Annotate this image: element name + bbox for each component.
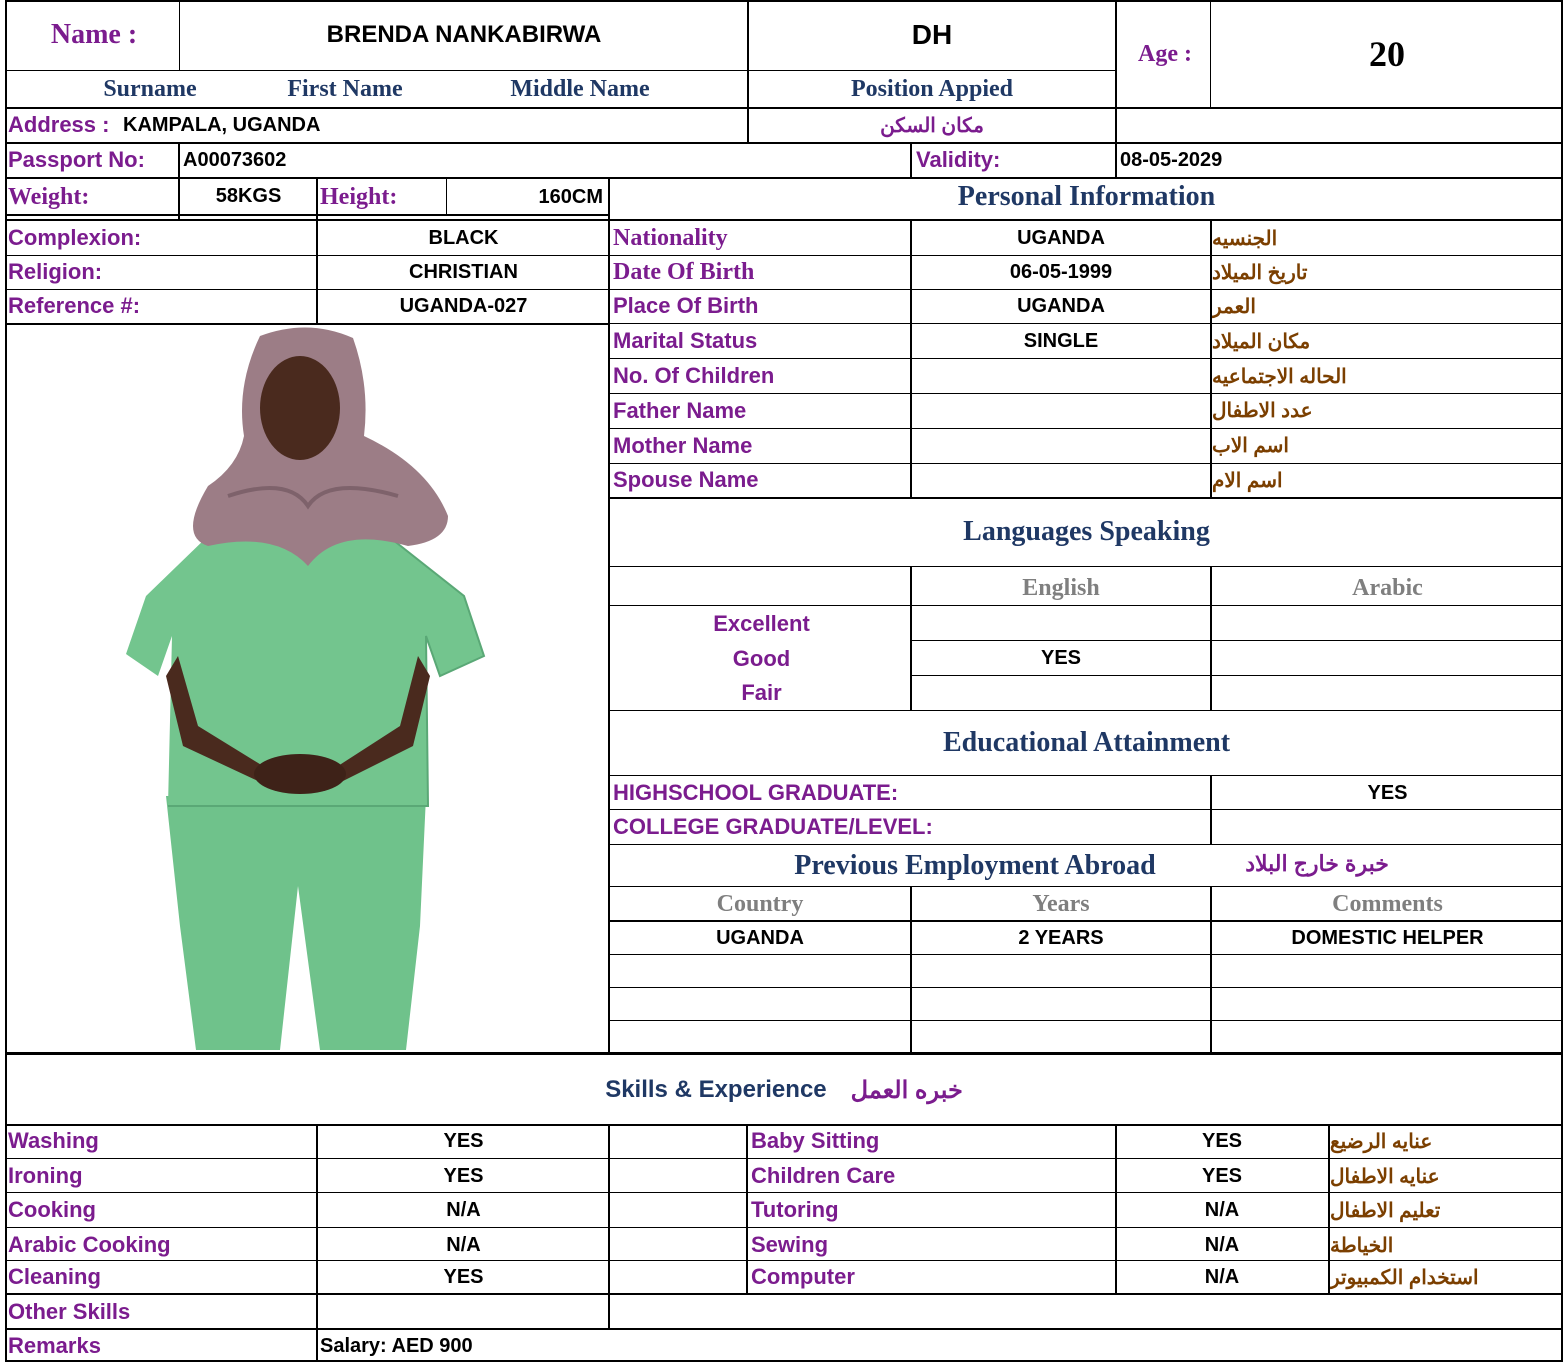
employment-row-comments: DOMESTIC HELPER [1291, 926, 1484, 949]
skill-washing-label: Washing [8, 1128, 99, 1153]
passport-value: A00073602 [183, 148, 287, 171]
skill-arabic-cooking-label: Arabic Cooking [8, 1232, 171, 1257]
skill-cooking-label: Cooking [8, 1197, 96, 1222]
skill-childcare-label: Children Care [751, 1163, 896, 1188]
skill-childcare-arabic: عنايه الاطفال [1330, 1165, 1440, 1188]
father-arabic: عدد الاطفال [1212, 400, 1313, 422]
employment-row-years: 2 YEARS [1018, 926, 1104, 949]
middle-name-label: Middle Name [510, 75, 650, 102]
skills-title-arabic: خبره العمل [850, 1076, 963, 1104]
personal-info-title: Personal Information [957, 181, 1216, 212]
spouse-value [912, 463, 1210, 497]
skill-computer-value: N/A [1204, 1265, 1240, 1288]
skills-title: Skills & Experience [605, 1076, 827, 1103]
first-name-label: First Name [287, 75, 403, 102]
highschool-value: YES [1367, 781, 1408, 804]
dob-label: Date Of Birth [613, 258, 755, 285]
employment-col-years: Years [1032, 890, 1090, 917]
remarks-label: Remarks [8, 1333, 101, 1358]
language-level-fair: Fair [741, 680, 782, 705]
validity-label: Validity: [916, 147, 1001, 172]
mother-arabic: اسم الاب [1212, 435, 1289, 457]
college-label: COLLEGE GRADUATE/LEVEL: [613, 814, 933, 839]
children-label: No. Of Children [613, 363, 775, 388]
remarks-value: Salary: AED 900 [320, 1334, 473, 1357]
employment-row-years [912, 988, 1210, 1021]
skill-cooking-value: N/A [446, 1198, 481, 1221]
weight-label: Weight: [8, 183, 90, 210]
height-value: 160CM [538, 185, 603, 208]
height-label: Height: [320, 183, 398, 210]
age-value: 20 [1369, 34, 1405, 74]
skill-sewing-label: Sewing [751, 1232, 829, 1257]
employment-row-comments [1212, 988, 1563, 1021]
skill-washing-value: YES [443, 1129, 484, 1152]
language-level-good: Good [732, 645, 791, 671]
position-value: DH [911, 19, 953, 50]
nationality-value: UGANDA [1017, 226, 1105, 249]
college-value [1212, 810, 1563, 844]
language-excellent-arabic [1212, 606, 1563, 641]
skill-tutoring-arabic: تعليم الاطفال [1330, 1199, 1441, 1222]
employment-row-country [610, 1021, 910, 1052]
education-title: Educational Attainment [942, 727, 1231, 758]
pob-label: Place Of Birth [613, 293, 759, 318]
skill-sewing-value: N/A [1204, 1233, 1240, 1256]
language-good-english: YES [1040, 647, 1082, 669]
children-arabic: الحاله الاجتماعيه [1212, 365, 1347, 388]
passport-label: Passport No: [8, 147, 145, 172]
complexion-label: Complexion: [8, 225, 142, 250]
skill-cleaning-label: Cleaning [8, 1264, 101, 1289]
address-arabic-label: مكان السكن [880, 114, 984, 137]
dob-arabic: تاريخ الميلاد [1212, 261, 1308, 284]
complexion-value: BLACK [428, 226, 499, 249]
religion-value: CHRISTIAN [409, 260, 518, 283]
skill-arabic-cooking-value: N/A [446, 1233, 481, 1256]
address-label: Address : [8, 112, 110, 137]
skill-babysitting-arabic: عنايه الرضيع [1330, 1130, 1433, 1153]
candidate-photo [8, 326, 608, 1050]
employment-row-country [610, 988, 910, 1021]
weight-value: 58KGS [215, 184, 282, 207]
religion-label: Religion: [8, 259, 103, 284]
language-col-english: English [1022, 574, 1100, 601]
language-level-excellent: Excellent [713, 610, 810, 636]
skill-ironing-value: YES [443, 1164, 484, 1187]
father-label: Father Name [613, 397, 747, 423]
languages-title: Languages Speaking [963, 516, 1210, 547]
language-col-arabic: Arabic [1352, 574, 1423, 601]
skill-computer-label: Computer [751, 1264, 855, 1289]
name-value: BRENDA NANKABIRWA [326, 21, 602, 48]
mother-label: Mother Name [613, 432, 753, 458]
employment-row-comments [1212, 1021, 1563, 1052]
employment-row-comments [1212, 955, 1563, 988]
other-skills-label: Other Skills [8, 1299, 131, 1324]
father-value [912, 393, 1210, 428]
skill-tutoring-label: Tutoring [751, 1197, 839, 1222]
position-label: Position Appied [850, 75, 1014, 102]
skills-title-bar [5, 1056, 1563, 1124]
skill-tutoring-value: N/A [1204, 1198, 1240, 1221]
employment-title: Previous Employment Abroad [794, 850, 1156, 881]
employment-row-years [912, 955, 1210, 988]
language-fair-english [912, 676, 1210, 710]
children-value [912, 359, 1210, 393]
skill-childcare-value: YES [1201, 1164, 1243, 1187]
employment-title-arabic: خبرة خارج البلاد [1245, 851, 1389, 876]
reference-label: Reference #: [8, 293, 141, 318]
highschool-label: HIGHSCHOOL GRADUATE: [613, 780, 899, 805]
spouse-arabic: اسم الام [1212, 469, 1283, 492]
employment-col-comments: Comments [1332, 890, 1443, 917]
employment-row-country: UGANDA [716, 926, 804, 949]
employment-row-country [610, 955, 910, 988]
validity-value: 08-05-2029 [1120, 148, 1223, 171]
name-label: Name : [50, 19, 138, 50]
marital-value: SINGLE [1023, 329, 1099, 352]
nationality-arabic: الجنسيه [1212, 227, 1278, 250]
surname-label: Surname [103, 75, 197, 102]
pob-value: UGANDA [1017, 294, 1105, 317]
skill-computer-arabic: استخدام الكمبيوتر [1330, 1266, 1479, 1289]
language-fair-arabic [1212, 676, 1563, 710]
skill-babysitting-label: Baby Sitting [751, 1128, 880, 1153]
candidate-figure-image [8, 326, 608, 1050]
nationality-label: Nationality [613, 224, 728, 251]
skill-ironing-label: Ironing [8, 1163, 83, 1188]
reference-value: UGANDA-027 [399, 294, 528, 317]
pob-arabic: العمر [1212, 295, 1256, 318]
skill-sewing-arabic: الخياطة [1330, 1234, 1394, 1257]
dob-value: 06-05-1999 [1009, 260, 1113, 283]
language-excellent-english [912, 606, 1210, 641]
spouse-label: Spouse Name [613, 467, 759, 492]
employment-col-country: Country [716, 890, 804, 917]
mother-value [912, 428, 1210, 463]
skill-babysitting-value: YES [1201, 1129, 1243, 1152]
marital-label: Marital Status [613, 328, 758, 353]
other-skills-value [320, 1295, 608, 1329]
language-good-arabic [1212, 641, 1563, 676]
address-value: KAMPALA, UGANDA [123, 113, 321, 136]
skill-cleaning-value: YES [443, 1265, 484, 1288]
marital-arabic: مكان الميلاد [1212, 330, 1311, 353]
employment-row-years [912, 1021, 1210, 1052]
age-label: Age : [1138, 40, 1192, 67]
